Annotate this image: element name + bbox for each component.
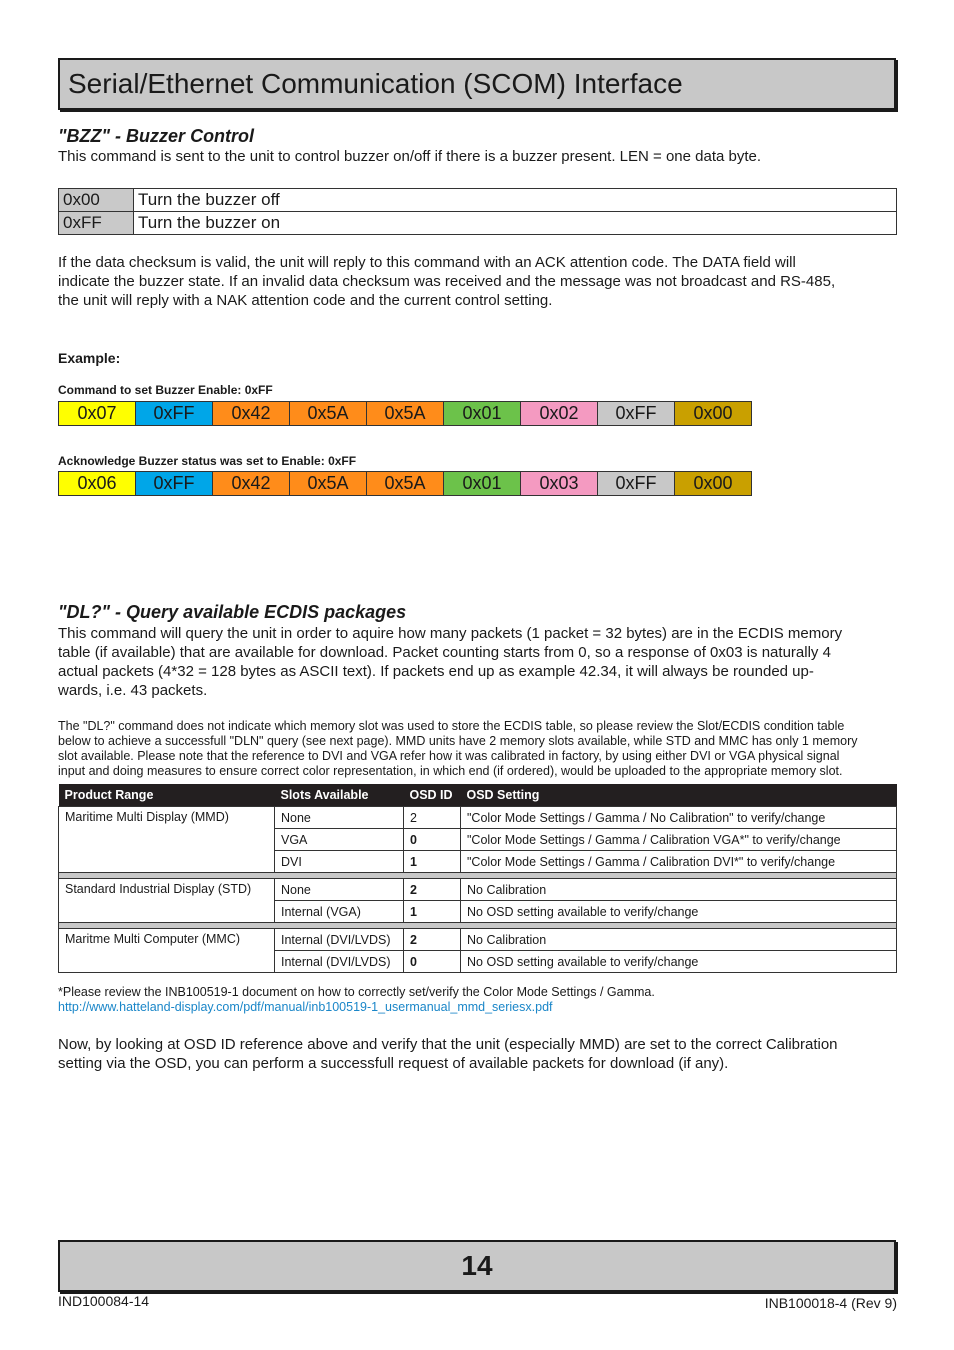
osd-id-cell: 2: [404, 929, 461, 951]
packet-byte: 0x07: [59, 402, 136, 425]
col-header: Slots Available: [275, 784, 404, 807]
page-footer: [58, 1240, 896, 1292]
packet-byte: 0x01: [444, 472, 521, 495]
slot-cell: None: [275, 879, 404, 901]
packet-byte: 0x03: [521, 472, 598, 495]
osd-id-cell: 2: [404, 807, 461, 829]
doc-id-left: IND100084-14: [58, 1293, 150, 1309]
osd-setting-cell: "Color Mode Settings / Gamma / Calibration VGA*" to verify/change: [461, 829, 897, 851]
manual-link[interactable]: http://www.hatteland-display.com/pdf/manual/inb100519-1_usermanual_mmd_seriesx.pdf: [58, 1000, 553, 1014]
page-title: Serial/Ethernet Communication (SCOM) Interface: [68, 68, 683, 99]
bzz-code: 0xFF: [59, 212, 134, 235]
packet-byte: 0x5A: [290, 472, 367, 495]
osd-setting-cell: "Color Mode Settings / Gamma / Calibration DVI*" to verify/change: [461, 851, 897, 873]
table-row: [59, 807, 897, 829]
osd-setting-cell: No OSD setting available to verify/change: [461, 901, 897, 923]
ack-packet: [58, 471, 752, 496]
slot-cell: Internal (DVI/LVDS): [275, 951, 404, 973]
packet-byte: 0xFF: [136, 402, 213, 425]
osd-id-cell: 1: [404, 901, 461, 923]
command-packet: [58, 401, 752, 426]
col-header: OSD Setting: [461, 784, 897, 807]
bzz-reply-line-3: the unit will reply with a NAK attention code and the current control setting.: [58, 292, 553, 309]
packet-byte: 0xFF: [136, 472, 213, 495]
bzz-heading: "BZZ" - Buzzer Control: [58, 126, 255, 146]
page-header: [58, 58, 896, 110]
product-range: Maritime Multi Display (MMD): [59, 807, 275, 873]
page-number: 14: [461, 1250, 493, 1281]
cmd-label: Command to set Buzzer Enable: 0xFF: [58, 383, 273, 397]
bzz-value-table: [58, 188, 897, 235]
packet-byte: 0x01: [444, 402, 521, 425]
table-header-row: [59, 784, 897, 807]
packet-byte: 0x42: [213, 472, 290, 495]
osd-table: [58, 784, 897, 973]
osd-id-cell: 0: [404, 829, 461, 851]
ack-label: Acknowledge Buzzer status was set to Enable: 0xFF: [58, 454, 357, 468]
footnote: *Please review the INB100519-1 document on how to correctly set/verify the Color Mode Settings / Gamma.: [58, 985, 655, 999]
closing-line-1: Now, by looking at OSD ID reference above and verify that the unit (especially MMD) are set to the correct Calibration: [58, 1036, 838, 1053]
packet-byte: 0xFF: [598, 402, 675, 425]
osd-setting-cell: "Color Mode Settings / Gamma / No Calibration" to verify/change: [461, 807, 897, 829]
packet-byte: 0x5A: [367, 402, 444, 425]
osd-id-cell: 1: [404, 851, 461, 873]
slot-cell: Internal (DVI/LVDS): [275, 929, 404, 951]
slot-cell: Internal (VGA): [275, 901, 404, 923]
packet-byte: 0x42: [213, 402, 290, 425]
osd-setting-cell: No Calibration: [461, 929, 897, 951]
osd-id-cell: 0: [404, 951, 461, 973]
dl-heading: "DL?" - Query available ECDIS packages: [58, 602, 407, 622]
packet-byte: 0x02: [521, 402, 598, 425]
osd-id-cell: 2: [404, 879, 461, 901]
osd-setting-cell: No Calibration: [461, 879, 897, 901]
table-row: [59, 929, 897, 951]
col-header: OSD ID: [404, 784, 461, 807]
closing-line-2: setting via the OSD, you can perform a successfull request of available packets for download (if any).: [58, 1055, 729, 1072]
dl-note-line-4: input and doing measures to ensure correct color representation, in which end (if ordered), would be uploaded to the appropriate memory slot.: [58, 764, 843, 778]
dl-para-line-4: wards, i.e. 43 packets.: [58, 682, 208, 699]
doc-id-right: INB100018-4 (Rev 9): [764, 1295, 897, 1311]
packet-byte: 0x00: [675, 402, 751, 425]
slot-cell: DVI: [275, 851, 404, 873]
dl-para-line-3: actual packets (4*32 = 128 bytes as ASCII text). If packets end up as example 42.34, it will always be rounded up-: [58, 663, 814, 680]
bzz-desc: Turn the buzzer off: [134, 189, 897, 212]
table-row: [59, 212, 897, 235]
example-label: Example:: [58, 350, 121, 366]
bzz-reply-line-2: indicate the buzzer state. If an invalid data checksum was received and the message was not broadcast and RS-485,: [58, 273, 836, 290]
dl-para-line-1: This command will query the unit in order to aquire how many packets (1 packet = 32 bytes) are in the ECDIS memory: [58, 625, 843, 642]
bzz-intro: This command is sent to the unit to control buzzer on/off if there is a buzzer present. LEN = one data byte.: [58, 148, 762, 165]
product-range: Maritme Multi Computer (MMC): [59, 929, 275, 973]
table-row: [59, 879, 897, 901]
packet-byte: 0x5A: [367, 472, 444, 495]
slot-cell: None: [275, 807, 404, 829]
packet-byte: 0x5A: [290, 402, 367, 425]
osd-setting-cell: No OSD setting available to verify/change: [461, 951, 897, 973]
dl-para-line-2: table (if available) that are available for download. Packet counting starts from 0, so a response of 0x03 is naturally 4: [58, 644, 831, 661]
col-header: Product Range: [59, 784, 275, 807]
packet-byte: 0xFF: [598, 472, 675, 495]
packet-byte: 0x00: [675, 472, 751, 495]
bzz-reply-line-1: If the data checksum is valid, the unit will reply to this command with an ACK attention code. The DATA field will: [58, 254, 796, 271]
bzz-desc: Turn the buzzer on: [134, 212, 897, 235]
table-row: [59, 189, 897, 212]
dl-note-line-2: below to achieve a successfull "DLN" query (see next page). MMD units have 2 memory slots available, while STD and MMC has only 1 memory: [58, 734, 858, 748]
slot-cell: VGA: [275, 829, 404, 851]
bzz-code: 0x00: [59, 189, 134, 212]
dl-note-line-1: The "DL?" command does not indicate which memory slot was used to store the ECDIS table, so please review the Slot/ECDIS condition table: [58, 719, 845, 733]
packet-byte: 0x06: [59, 472, 136, 495]
product-range: Standard Industrial Display (STD): [59, 879, 275, 923]
dl-note-line-3: slot available. Please note that the reference to DVI and VGA refer how it was calibrated in factory, by using either DVI or VGA physical signal: [58, 749, 840, 763]
